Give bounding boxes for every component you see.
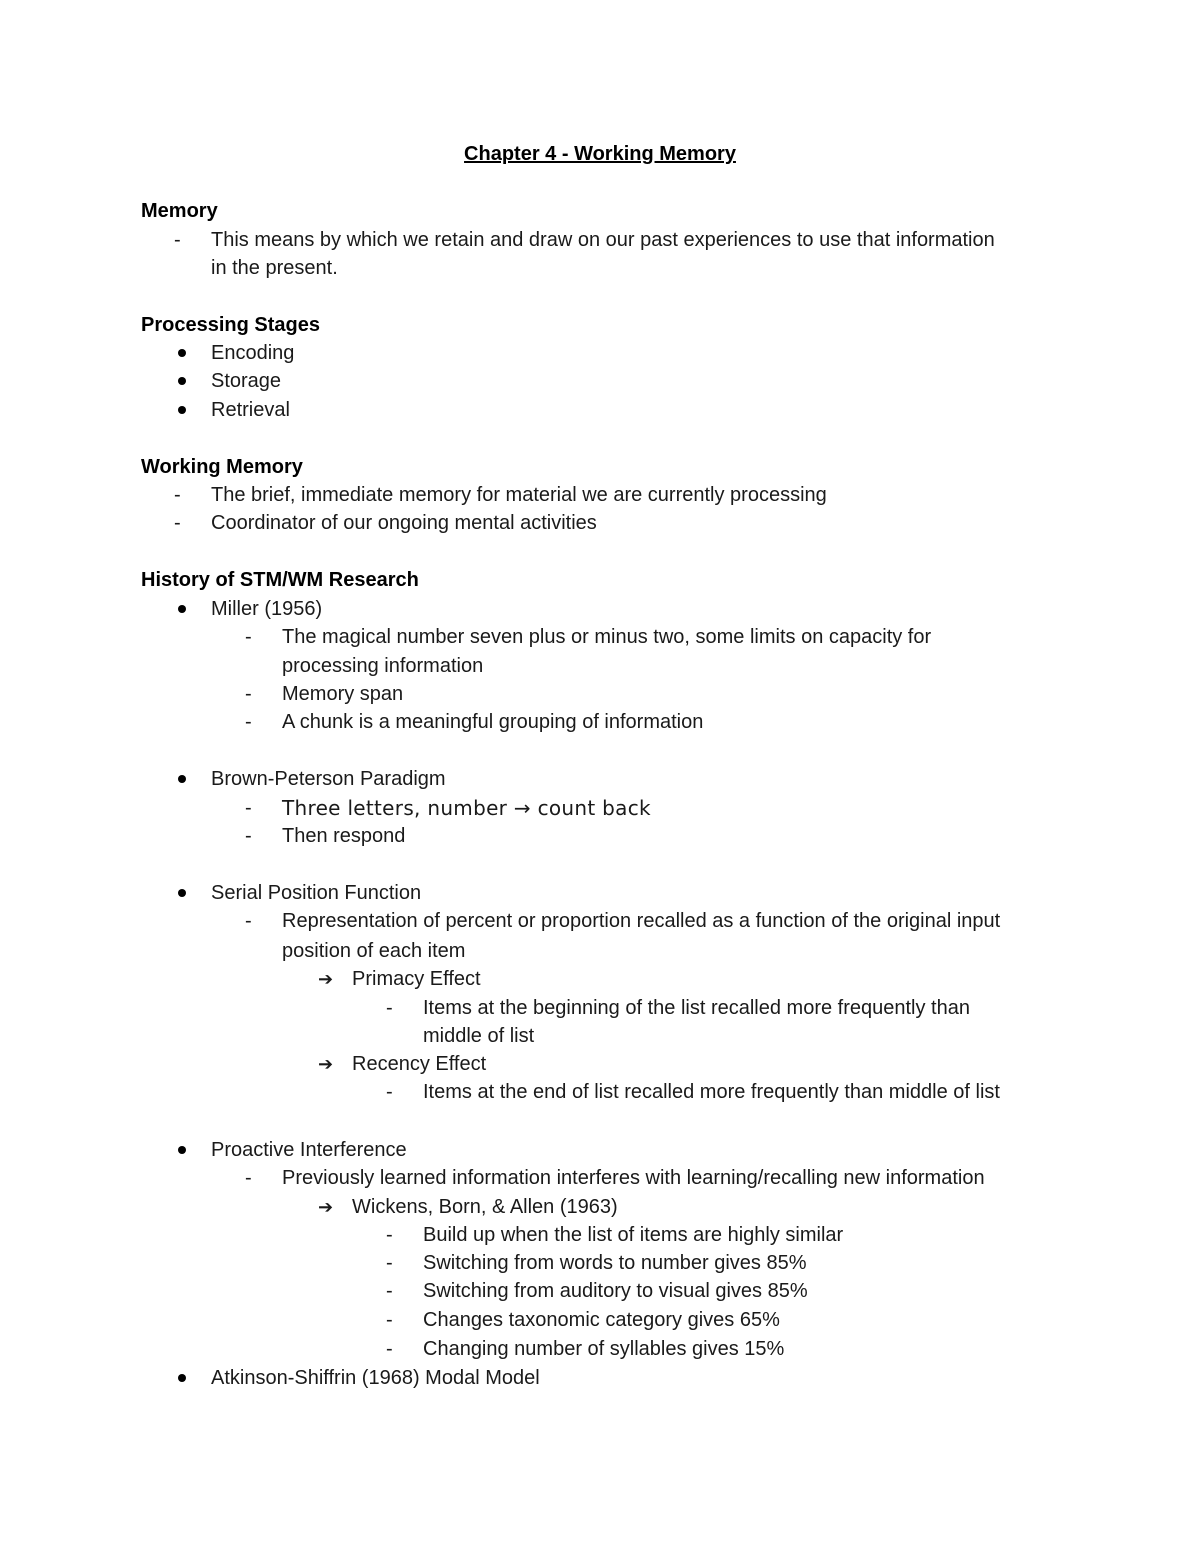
section-heading-memory: Memory [141, 200, 218, 222]
bullet-icon [178, 1146, 186, 1154]
page-title: Chapter 4 - Working Memory [464, 143, 736, 165]
arrow-right-icon: ➔ [318, 969, 334, 989]
arrow-right-icon: ➔ [318, 1197, 334, 1217]
bullet-icon [178, 406, 186, 414]
section-heading-working-memory: Working Memory [141, 456, 303, 478]
arrow-right-icon: ➔ [318, 1054, 334, 1074]
document-page: Chapter 4 - Working Memory Memory - This means by which we retain and draw on our past experiences to use that information in the present. Processing Stages Encoding Storage Retrieval Working Memory - The brief, immediate memory for material we are currently processing - Coordinator of our ongoing mental activities History of STM/WM Research Miller (1956) - The magical number seven plus or minus two, some limits on capacity for processing information - Memory span - A chunk is a meaningful grouping of information Brown-Peterson Paradigm - Three letters, number → count back - Then respond Serial Position Function - Representation of percent or proportion recalled as a function of the original input position of each item ➔ Primacy Effect - Items at the beginning of the list recalled more frequently than middle of list ➔ Recency Effect - Items at the end of list recalled more frequently than middle of list Proactive Interference - Previously learned information interferes with learning/recalling new information ➔ Wickens, Born, & Allen (1963) - Build up when the list of items are highly similar - Switching from words to number gives 85% - Switching from auditory to visual gives 85% - Changes taxonomic category gives 65% - Changing number of syllables gives 15% Atkinson-Shiffrin (1968) Modal Model [0, 0, 1200, 1553]
bullet-icon [178, 605, 186, 613]
section-heading-processing: Processing Stages [141, 314, 320, 336]
bullet-icon [178, 889, 186, 897]
bullet-icon [178, 775, 186, 783]
section-heading-history: History of STM/WM Research [141, 569, 419, 591]
bullet-icon [178, 349, 186, 357]
bullet-icon [178, 377, 186, 385]
dash-bullet: - [174, 229, 181, 251]
bullet-icon [178, 1374, 186, 1382]
